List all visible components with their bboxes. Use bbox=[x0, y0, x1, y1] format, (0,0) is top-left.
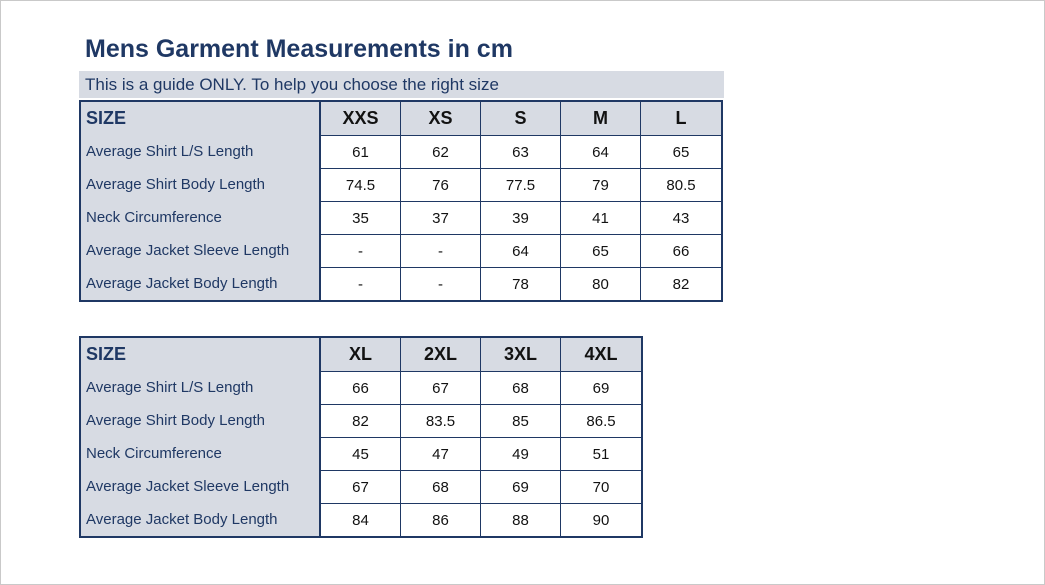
table-row bbox=[81, 371, 641, 404]
measurement-value: 35 bbox=[321, 201, 401, 234]
measurement-value: 82 bbox=[321, 404, 401, 437]
measurement-value: 74.5 bbox=[321, 168, 401, 201]
measurement-value: 39 bbox=[481, 201, 561, 234]
size-table-xl-to-4xl bbox=[79, 336, 643, 538]
row-label: Average Jacket Sleeve Length bbox=[81, 234, 321, 267]
table-row bbox=[81, 267, 721, 300]
column-header-m: M bbox=[561, 102, 641, 135]
row-label: Average Shirt Body Length bbox=[81, 168, 321, 201]
measurement-value: - bbox=[401, 234, 481, 267]
column-header-3xl: 3XL bbox=[481, 338, 561, 371]
measurement-value: 64 bbox=[481, 234, 561, 267]
measurement-value: 85 bbox=[481, 404, 561, 437]
column-header-xs: XS bbox=[401, 102, 481, 135]
measurement-value: 83.5 bbox=[401, 404, 481, 437]
measurement-value: 69 bbox=[561, 371, 641, 404]
table-header-row bbox=[81, 102, 721, 135]
table-row bbox=[81, 437, 641, 470]
page-title: Mens Garment Measurements in cm bbox=[85, 35, 513, 63]
column-header-l: L bbox=[641, 102, 721, 135]
measurement-value: 66 bbox=[641, 234, 721, 267]
measurement-value: 84 bbox=[321, 503, 401, 536]
measurement-value: 62 bbox=[401, 135, 481, 168]
measurement-value: 43 bbox=[641, 201, 721, 234]
row-label: Average Shirt L/S Length bbox=[81, 135, 321, 168]
table-row bbox=[81, 168, 721, 201]
measurement-value: - bbox=[321, 234, 401, 267]
measurement-value: 47 bbox=[401, 437, 481, 470]
measurement-value: 65 bbox=[561, 234, 641, 267]
measurement-value: 65 bbox=[641, 135, 721, 168]
measurement-value: 49 bbox=[481, 437, 561, 470]
row-label: Average Jacket Body Length bbox=[81, 267, 321, 300]
measurement-value: 67 bbox=[401, 371, 481, 404]
column-header-s: S bbox=[481, 102, 561, 135]
measurement-value: 86.5 bbox=[561, 404, 641, 437]
row-label: Average Jacket Body Length bbox=[81, 503, 321, 536]
guide-note-banner bbox=[79, 71, 724, 98]
measurement-value: 78 bbox=[481, 267, 561, 300]
measurement-value: 82 bbox=[641, 267, 721, 300]
row-label: Neck Circumference bbox=[81, 201, 321, 234]
column-header-2xl: 2XL bbox=[401, 338, 481, 371]
column-header-4xl: 4XL bbox=[561, 338, 641, 371]
measurement-value: 66 bbox=[321, 371, 401, 404]
column-header-xl: XL bbox=[321, 338, 401, 371]
row-label: Average Shirt L/S Length bbox=[81, 371, 321, 404]
row-label: Neck Circumference bbox=[81, 437, 321, 470]
measurement-value: - bbox=[321, 267, 401, 300]
size-header-cell: SIZE bbox=[81, 102, 321, 135]
table-row bbox=[81, 201, 721, 234]
measurement-value: 51 bbox=[561, 437, 641, 470]
column-header-xxs: XXS bbox=[321, 102, 401, 135]
measurement-value: 90 bbox=[561, 503, 641, 536]
guide-note-text: This is a guide ONLY. To help you choose the right size bbox=[85, 75, 499, 94]
measurement-value: 80.5 bbox=[641, 168, 721, 201]
measurement-value: 68 bbox=[401, 470, 481, 503]
measurement-value: 70 bbox=[561, 470, 641, 503]
measurement-value: - bbox=[401, 267, 481, 300]
measurement-value: 88 bbox=[481, 503, 561, 536]
measurement-guide-page bbox=[1, 1, 1044, 538]
measurement-value: 80 bbox=[561, 267, 641, 300]
measurement-value: 79 bbox=[561, 168, 641, 201]
row-label: Average Jacket Sleeve Length bbox=[81, 470, 321, 503]
size-table-xxs-to-l bbox=[79, 100, 723, 302]
measurement-value: 68 bbox=[481, 371, 561, 404]
table-row bbox=[81, 404, 641, 437]
table-row bbox=[81, 234, 721, 267]
row-label: Average Shirt Body Length bbox=[81, 404, 321, 437]
table-row bbox=[81, 503, 641, 536]
measurement-value: 64 bbox=[561, 135, 641, 168]
measurement-value: 76 bbox=[401, 168, 481, 201]
measurement-value: 37 bbox=[401, 201, 481, 234]
measurement-value: 45 bbox=[321, 437, 401, 470]
table-header-row bbox=[81, 338, 641, 371]
table-row bbox=[81, 135, 721, 168]
measurement-value: 61 bbox=[321, 135, 401, 168]
size-header-cell: SIZE bbox=[81, 338, 321, 371]
table-row bbox=[81, 470, 641, 503]
measurement-value: 67 bbox=[321, 470, 401, 503]
measurement-value: 41 bbox=[561, 201, 641, 234]
measurement-value: 77.5 bbox=[481, 168, 561, 201]
measurement-value: 69 bbox=[481, 470, 561, 503]
measurement-value: 86 bbox=[401, 503, 481, 536]
measurement-value: 63 bbox=[481, 135, 561, 168]
